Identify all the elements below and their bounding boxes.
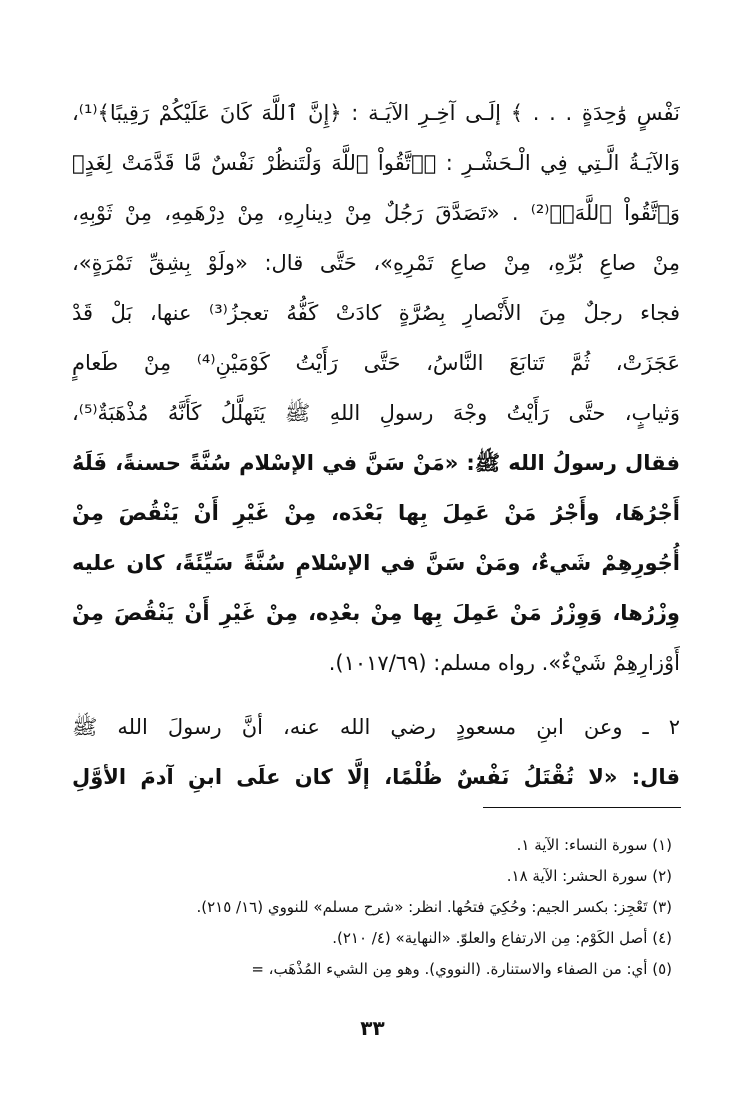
- footnote-separator: [483, 807, 681, 808]
- footnote: (٢) سورة الحشر: الآية ١٨.: [506, 867, 672, 885]
- main-text: [72, 88, 680, 802]
- text-line: قال: «لا تُقْتَلُ نَفْسٌ ظُلْمًا، إلَّا كان علَى ابنِ آدمَ الأوَّلِ: [72, 765, 680, 789]
- footnote: (٣) تَعْجِز: بكسر الجيم: وحُكِيَ فتحُها. انظر: «شرح مسلم» للنووي (١٦/ ٢١٥).: [196, 898, 672, 916]
- text-line: ٢ ـ وعن ابنِ مسعودٍ رضي الله عنه، أنَّ رسولَ الله ﷺ: [72, 715, 680, 739]
- footnote: (٥) أي: من الصفاء والاستنارة. (النووي). وهو مِن الشيء المُذْهَب، =: [251, 960, 672, 978]
- text-line: أَوْزارِهِمْ شَيْءٌ». رواه مسلم: (١٠١٧/٦٩).: [328, 651, 680, 675]
- text-line: أَجْرُهَا، وأَجْرُ مَنْ عَمِلَ بِها بَعْدَه، مِنْ غَيْرِ أَنْ يَنْقُصَ مِنْ: [72, 501, 680, 525]
- footnote: (٤) أصل الكَوْم: مِن الارتفاع والعلوّ. «النهاية» (٤/ ٢١٠).: [332, 929, 672, 947]
- text-line: وَالآيَـةُ الَّـتِي فِي الْـحَشْـرِ : ﴿ٱتَّقُواْ ٱللَّهَ وَلْتَنظُرْ نَفْسٌ مَّا قَدَّمَتْ لِغَدٍۖ: [72, 151, 680, 175]
- text-line: وَثيابٍ، حتَّى رَأَيْتُ وجْهَ رسولِ اللهِ ﷺ يَتَهلَّلُ كَأَنَّهُ مُذْهَبَةٌ⁽⁵⁾،: [72, 401, 680, 425]
- text-line: عَجَزَتْ، ثُمَّ تَتابَعَ النَّاسُ، حَتَّى رَأَيْتُ كَوْمَيْنِ⁽⁴⁾ مِنْ طَعامٍ: [72, 351, 680, 375]
- text-line: مِنْ صاعِ بُرِّهِ، مِنْ صاعِ تَمْرِهِ»، حَتَّى قال: «ولَوْ بِشِقِّ تَمْرَةٍ»،: [72, 251, 680, 275]
- text-line: أُجُورِهِمْ شَيءٌ، ومَنْ سَنَّ في الإسْلامِ سُنَّةً سَيِّئَةً، كان عليه: [72, 551, 680, 575]
- text-line: وَٱتَّقُواْ ٱللَّهَۚ﴾⁽²⁾ . «تَصَدَّقَ رَجُلٌ مِنْ دِينارِهِ، مِنْ دِرْهَمِهِ، مِنْ ثَوْبِهِ،: [72, 201, 680, 225]
- footnotes: [62, 830, 672, 985]
- page-number: ٣٣: [360, 1016, 385, 1040]
- footnote: (١) سورة النساء: الآية ١.: [516, 836, 672, 854]
- text-line: وِزْرُها، وَوِزْرُ مَنْ عَمِلَ بِها مِنْ بعْدِه، مِنْ غَيْرِ أَنْ يَنْقُصَ مِنْ: [72, 601, 680, 625]
- paragraph-gap: [72, 688, 680, 702]
- text-line: نَفْسٍ وَٰحِدَةٍ . . . ﴾ إلَـى آخِـرِ الآيَـة : ﴿إِنَّ ٱللَّهَ كَانَ عَلَيْكُمْ رَقِيبًا﴾⁽¹⁾،: [72, 101, 680, 125]
- text-line: فقال رسولُ الله ﷺ: «مَنْ سَنَّ في الإسْلام سُنَّةً حسنةً، فَلَهُ: [72, 451, 680, 475]
- text-line: فجاء رجلٌ مِنَ الأَنْصارِ بِصُرَّةٍ كادَتْ كَفُّهُ تعجزُ⁽³⁾ عنها، بَلْ قَدْ: [72, 301, 680, 325]
